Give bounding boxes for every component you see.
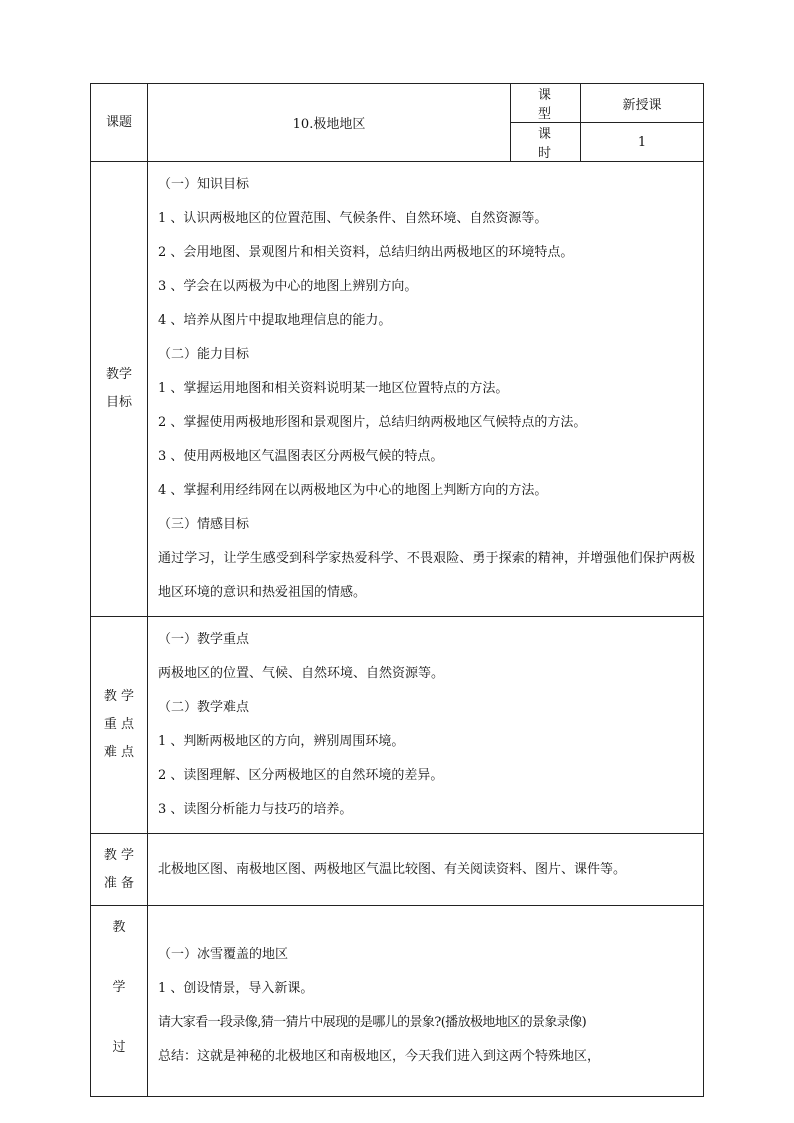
key-points-content: [148, 617, 704, 834]
preparation-label-line2: 准 备: [103, 875, 135, 891]
course-title: 10.极地地区: [292, 117, 366, 132]
objectives-line: 2 、会用地图、景观图片和相关资料，总结归纳出两极地区的环境特点。: [158, 245, 574, 260]
process-line: 请大家看一段录像,猜一猜片中展现的是哪儿的景象?(播放极地地区的景象录像): [158, 1015, 587, 1030]
key-points-line: （一）教学重点: [158, 632, 250, 647]
key-points-line: 两极地区的位置、气候、自然环境、自然资源等。: [158, 666, 445, 681]
type-label: 课 型: [537, 88, 563, 122]
process-label-char: 学: [112, 980, 126, 995]
course-label-cell: [91, 84, 148, 162]
preparation-text: 北极地区图、南极地区图、两极地区气温比较图、有关阅读资料、图片、课件等。: [158, 861, 627, 877]
objectives-label-cell: [91, 162, 148, 617]
process-label-cell: [91, 906, 148, 1097]
hours-label: 课 时: [537, 127, 563, 161]
key-points-line: 3 、读图分析能力与技巧的培养。: [158, 802, 353, 817]
process-content: [148, 906, 704, 1097]
process-line: 总结：这就是神秘的北极地区和南极地区，今天我们进入到这两个特殊地区，: [158, 1049, 601, 1064]
key-points-label-cell: [91, 617, 148, 834]
key-points-label-line3: 难 点: [103, 745, 135, 760]
objectives-line: 1 、认识两极地区的位置范围、气候条件、自然环境、自然资源等。: [158, 211, 548, 226]
key-points-label-line1: 教 学: [103, 689, 135, 704]
type-value-cell: [581, 84, 704, 123]
lesson-plan-table: [90, 83, 704, 1097]
key-points-line: （二）教学难点: [158, 700, 250, 715]
key-points-label-line2: 重 点: [103, 717, 135, 732]
type-label-cell: [511, 84, 581, 123]
hours-label-cell: [511, 123, 581, 162]
preparation-label-line1: 教 学: [103, 847, 135, 863]
course-label: 课题: [105, 114, 132, 130]
preparation-label-cell: [91, 834, 148, 906]
objectives-line: 3 、学会在以两极为中心的地图上辨别方向。: [158, 279, 418, 294]
objectives-line: 4 、培养从图片中提取地理信息的能力。: [158, 313, 392, 328]
key-points-line: 2 、读图理解、区分两极地区的自然环境的差异。: [158, 768, 444, 783]
hours-value-cell: [581, 123, 704, 162]
process-line: （一）冰雪覆盖的地区: [158, 947, 289, 962]
hours-value: 1: [637, 134, 647, 150]
course-title-cell: [148, 84, 511, 162]
objectives-content: [148, 162, 704, 617]
process-label-char: 过: [112, 1040, 126, 1055]
preparation-content: [148, 834, 704, 906]
type-value: 新授课: [622, 97, 662, 113]
objectives-line: 3 、使用两极地区气温图表区分两极气候的特点。: [158, 449, 444, 464]
lesson-plan-page: [90, 83, 703, 1097]
key-points-line: 1 、判断两极地区的方向，辨别周围环境。: [158, 734, 405, 749]
objectives-line: （二）能力目标: [158, 347, 250, 362]
process-label-char: 教: [112, 920, 126, 935]
process-line: 1 、创设情景，导入新课。: [158, 981, 314, 996]
objectives-line: 1 、掌握运用地图和相关资料说明某一地区位置特点的方法。: [158, 381, 509, 396]
objectives-line: 4 、掌握利用经纬网在以两极地区为中心的地图上判断方向的方法。: [158, 483, 548, 498]
objectives-label-line2: 目标: [105, 395, 132, 410]
objectives-line: （一）知识目标: [158, 177, 250, 192]
objectives-label-line1: 教学: [105, 367, 132, 382]
objectives-line: （三）情感目标: [158, 517, 250, 532]
emotion-paragraph: 通过学习，让学生感受到科学家热爱科学、不畏艰险、勇于探索的精神，并增强他们保护两极地区环境的意识和热爱祖国的情感。: [158, 551, 695, 600]
objectives-line: 2 、掌握使用两极地形图和景观图片，总结归纳两极地区气候特点的方法。: [158, 415, 587, 430]
